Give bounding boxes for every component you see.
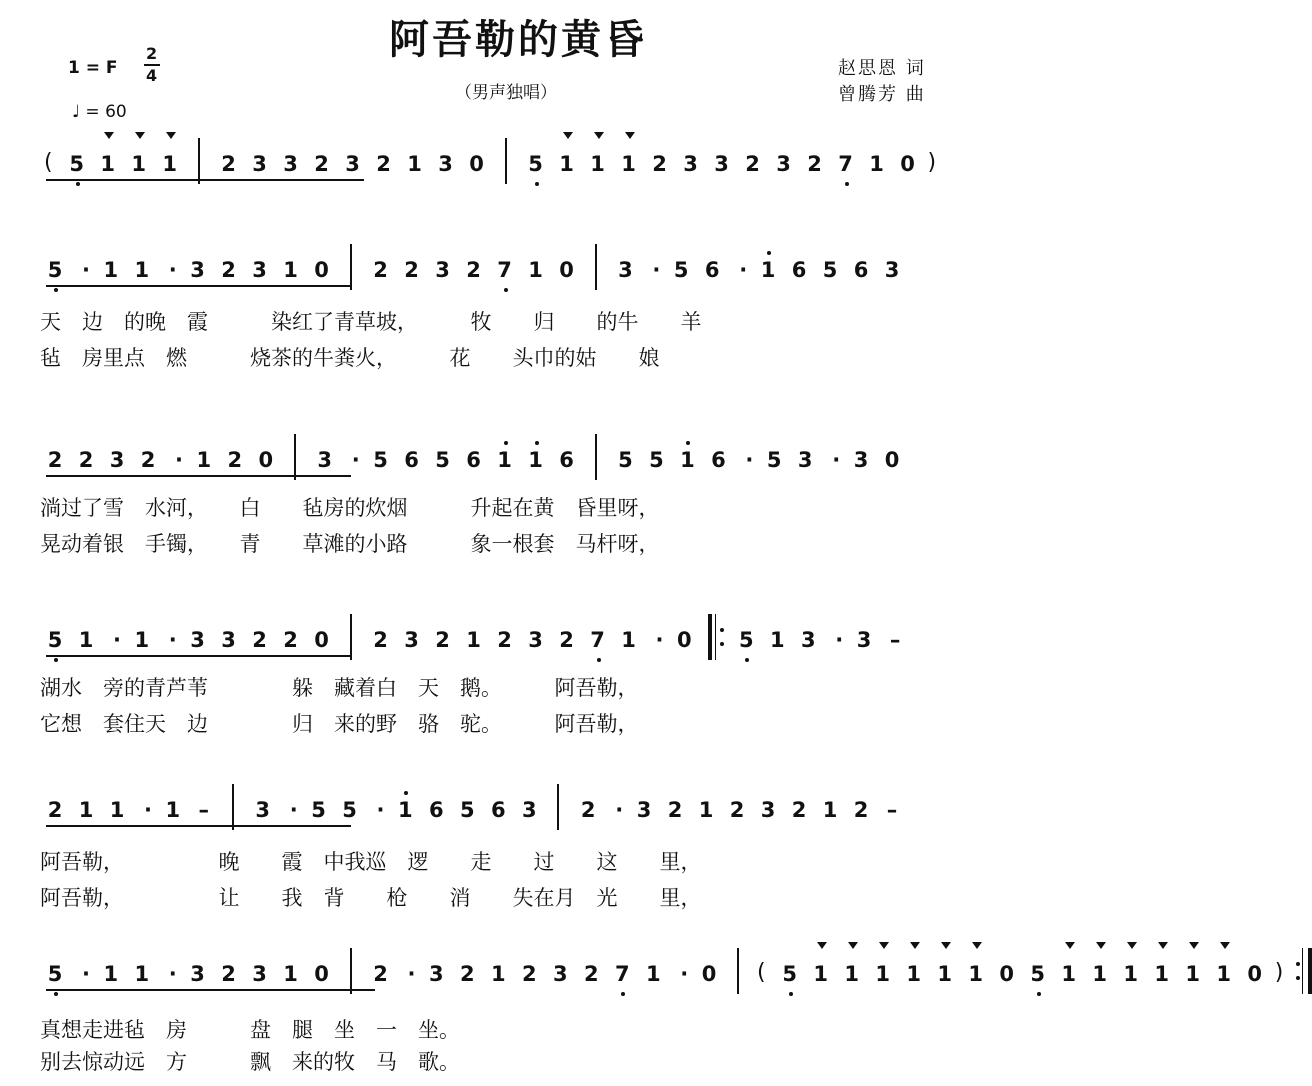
note: 5 (373, 448, 388, 472)
note: 5 (766, 448, 782, 472)
score-row-4 (40, 628, 1010, 668)
note: 1 (134, 258, 150, 282)
note: 1 (78, 628, 94, 652)
note: 3 (317, 448, 332, 472)
note: · (289, 798, 298, 822)
composer-credit: 曾腾芳 曲 (838, 84, 926, 105)
note: 5 (779, 962, 801, 986)
note: · (168, 962, 177, 986)
lower-octave-dot (745, 658, 749, 662)
beam-underline (46, 285, 351, 287)
note: 3 (438, 152, 453, 176)
note: 3 (853, 448, 869, 472)
note: · (680, 962, 689, 986)
note: 1 (128, 152, 150, 176)
note: 2 (459, 962, 475, 986)
note: 1 (965, 962, 987, 986)
repeat-part (715, 614, 716, 660)
lower-octave-dot (504, 288, 508, 292)
note: 0 (314, 962, 329, 986)
note: 6 (853, 258, 869, 282)
barline (294, 434, 296, 480)
note: · (652, 258, 661, 282)
accent-mark (1220, 942, 1230, 949)
note: · (175, 448, 183, 472)
note: 3 (856, 628, 872, 652)
note: 2 (221, 962, 236, 986)
note: 5 (342, 798, 357, 822)
note: 0 (701, 962, 717, 986)
note: 1 (134, 962, 150, 986)
upper-octave-dot (535, 441, 539, 445)
lower-octave-dot (76, 182, 80, 186)
note: 2 (521, 962, 537, 986)
note: 1 (869, 152, 884, 176)
upper-octave-dot (404, 791, 408, 795)
note: 2 (652, 152, 667, 176)
repeat-part (720, 642, 724, 646)
note: 1 (490, 962, 506, 986)
note: 3 (221, 628, 236, 652)
note: 5 (1027, 962, 1049, 986)
note: 1 (494, 448, 516, 472)
accent-mark (817, 942, 827, 949)
lyric-line: 天 边 的晚 霞 染红了青草坡， 牧 归 的牛 羊 (40, 310, 702, 334)
parenthesis: ) (927, 150, 937, 175)
note: 1 (757, 258, 779, 282)
accent-mark (1189, 942, 1199, 949)
note: – (886, 798, 898, 822)
note: 1 (1182, 962, 1204, 986)
note: 3 (252, 152, 267, 176)
note: 2 (221, 258, 236, 282)
note: 1 (97, 152, 119, 176)
note: 2 (583, 962, 599, 986)
note: 1 (621, 628, 636, 652)
note: 1 (934, 962, 956, 986)
barline (505, 138, 507, 184)
note: 0 (559, 258, 574, 282)
note: 5 (66, 152, 88, 176)
note: · (745, 448, 754, 472)
barline (557, 784, 559, 830)
lyricist-credit: 赵思恩 词 (838, 58, 926, 79)
note: 5 (735, 628, 757, 652)
note: 5 (822, 258, 838, 282)
note: · (835, 628, 844, 652)
lyric-line: 阿吾勒， 晚 霞 中我巡 逻 走 过 这 里， (40, 850, 702, 874)
note: 0 (999, 962, 1014, 986)
score-row-5 (40, 798, 1010, 838)
note: 1 (698, 798, 714, 822)
note: 1 (109, 798, 125, 822)
note: · (113, 628, 121, 652)
note: 6 (704, 258, 720, 282)
lower-octave-dot (54, 992, 58, 996)
note: 3 (428, 962, 444, 986)
note: 1 (165, 798, 181, 822)
accent-mark (563, 132, 573, 139)
note: 2 (745, 152, 760, 176)
accent-mark (941, 942, 951, 949)
note: 2 (373, 962, 388, 986)
note: · (615, 798, 624, 822)
note: 2 (807, 152, 822, 176)
note: – (889, 628, 901, 652)
note: 5 (311, 798, 326, 822)
note: 7 (611, 962, 633, 986)
note: 2 (283, 628, 298, 652)
barline (595, 244, 597, 290)
note: 1 (556, 152, 578, 176)
time-signature-bottom: 4 (146, 66, 158, 85)
note: 1 (769, 628, 785, 652)
note: 2 (559, 628, 574, 652)
note: 1 (587, 152, 609, 176)
lyric-line: 毡 房里点 燃 烧茶的牛粪火， 花 头巾的姑 娘 (40, 346, 660, 370)
accent-mark (1065, 942, 1075, 949)
note: 6 (404, 448, 419, 472)
note: 2 (314, 152, 329, 176)
note: 3 (636, 798, 652, 822)
note: 1 (618, 152, 640, 176)
repeat-part (708, 614, 712, 660)
note: 3 (683, 152, 698, 176)
note: 1 (810, 962, 832, 986)
lyric-line: 晃动着银 手镯， 青 草滩的小路 象一根套 马杆呀， (40, 532, 660, 556)
note: 3 (618, 258, 633, 282)
note: 2 (373, 628, 388, 652)
note: 6 (791, 258, 807, 282)
repeat-part (1296, 962, 1300, 966)
note: 5 (649, 448, 664, 472)
lower-octave-dot (789, 992, 793, 996)
accent-mark (625, 132, 635, 139)
note: 1 (103, 258, 119, 282)
note: 2 (221, 152, 236, 176)
note: 3 (283, 152, 298, 176)
note: 1 (645, 962, 661, 986)
note: 2 (791, 798, 807, 822)
note: 7 (835, 152, 857, 176)
tempo-marking: ♩ = 60 (72, 102, 127, 122)
note: 6 (428, 798, 444, 822)
note: 1 (78, 798, 94, 822)
note: 5 (44, 962, 66, 986)
barline (737, 948, 739, 994)
note: 0 (314, 258, 329, 282)
lyric-line: 湖水 旁的青芦苇 躲 藏着白 天 鹅。 阿吾勒， (40, 676, 639, 700)
note: – (198, 798, 210, 822)
note: 5 (44, 628, 66, 652)
note: · (407, 962, 416, 986)
repeat-part (1308, 948, 1312, 994)
lower-octave-dot (1037, 992, 1041, 996)
note: 2 (729, 798, 745, 822)
note: 1 (872, 962, 894, 986)
note: 0 (469, 152, 484, 176)
note: 7 (587, 628, 609, 652)
parenthesis: ) (1274, 960, 1284, 985)
note: 2 (497, 628, 512, 652)
upper-octave-dot (504, 441, 508, 445)
lower-octave-dot (845, 182, 849, 186)
note: 1 (466, 628, 481, 652)
barline (198, 138, 200, 184)
song-title: 阿吾勒的黄昏 (389, 17, 647, 63)
note: 2 (78, 448, 94, 472)
beam-underline (46, 475, 351, 477)
note: 3 (776, 152, 791, 176)
song-subtitle: （男声独唱） (455, 83, 557, 103)
lower-octave-dot (54, 658, 58, 662)
note: · (739, 258, 748, 282)
accent-mark (1096, 942, 1106, 949)
lower-octave-dot (621, 992, 625, 996)
repeat-part (720, 628, 724, 632)
barline (350, 244, 352, 290)
note: 1 (134, 628, 150, 652)
score-row-3 (40, 448, 1010, 488)
beam-underline (46, 825, 351, 827)
note: 0 (258, 448, 274, 472)
note: · (168, 258, 177, 282)
note: 3 (435, 258, 450, 282)
accent-mark (910, 942, 920, 949)
beam-underline (46, 989, 375, 991)
note: 5 (44, 258, 66, 282)
note: 2 (853, 798, 869, 822)
repeat-part (1302, 948, 1303, 994)
note: 3 (800, 628, 816, 652)
note: · (832, 448, 841, 472)
note: 6 (711, 448, 726, 472)
note: 1 (283, 962, 298, 986)
barline (350, 948, 352, 994)
lyric-line: 淌过了雪 水河， 白 毡房的炊烟 升起在黄 昏里呀， (40, 496, 660, 520)
repeat-part (1296, 976, 1300, 980)
note: 2 (252, 628, 267, 652)
note: 1 (1120, 962, 1142, 986)
note: 3 (528, 628, 543, 652)
accent-mark (594, 132, 604, 139)
note: · (82, 258, 90, 282)
note: 1 (159, 152, 181, 176)
barline (350, 614, 352, 660)
note: 2 (376, 152, 391, 176)
note: · (351, 448, 360, 472)
score-row-6 (40, 960, 1284, 1002)
note: 3 (760, 798, 776, 822)
note: 3 (521, 798, 537, 822)
note: 3 (190, 258, 205, 282)
lyric-line: 它想 套住天 边 归 来的野 骆 驼。 阿吾勒， (40, 712, 639, 736)
note: 1 (525, 448, 547, 472)
upper-octave-dot (767, 251, 771, 255)
note: 3 (255, 798, 270, 822)
note: · (376, 798, 385, 822)
key-signature: 1 = F (68, 58, 118, 78)
note: 0 (900, 152, 915, 176)
note: · (82, 962, 90, 986)
accent-mark (104, 132, 114, 139)
note: 1 (676, 448, 698, 472)
accent-mark (879, 942, 889, 949)
parenthesis: ( (44, 150, 53, 175)
note: 1 (283, 258, 298, 282)
accent-mark (166, 132, 176, 139)
note: 0 (884, 448, 900, 472)
note: 1 (407, 152, 422, 176)
note: · (168, 628, 177, 652)
note: 3 (404, 628, 419, 652)
note: 6 (490, 798, 506, 822)
lyric-line: 别去惊动远 方 飘 来的牧 马 歌。 (40, 1050, 460, 1074)
note: 2 (140, 448, 156, 472)
note: 2 (466, 258, 481, 282)
note: 3 (714, 152, 729, 176)
accent-mark (135, 132, 145, 139)
note: 6 (466, 448, 481, 472)
note: 3 (252, 258, 267, 282)
score-row-1 (40, 152, 1010, 192)
note: 0 (1247, 962, 1262, 986)
note: 3 (884, 258, 900, 282)
parenthesis: ( (757, 960, 766, 985)
note: · (144, 798, 152, 822)
note: 5 (618, 448, 633, 472)
barline (232, 784, 234, 830)
beam-underline (46, 655, 352, 657)
upper-octave-dot (686, 441, 690, 445)
note: 1 (196, 448, 212, 472)
note: 5 (673, 258, 689, 282)
note: 3 (797, 448, 813, 472)
barline (595, 434, 597, 480)
accent-mark (1127, 942, 1137, 949)
accent-mark (848, 942, 858, 949)
note: 1 (394, 798, 416, 822)
note: 3 (190, 962, 205, 986)
beam-underline (46, 179, 364, 181)
note: 3 (252, 962, 267, 986)
lower-octave-dot (535, 182, 539, 186)
accent-mark (972, 942, 982, 949)
note: 2 (227, 448, 243, 472)
time-signature-top: 2 (146, 44, 158, 63)
note: · (655, 628, 664, 652)
note: 1 (528, 258, 543, 282)
note: 1 (1151, 962, 1173, 986)
note: 2 (404, 258, 419, 282)
note: 3 (190, 628, 205, 652)
lyric-line: 阿吾勒， 让 我 背 枪 消 失在月 光 里， (40, 886, 702, 910)
note: 7 (494, 258, 516, 282)
note: 2 (373, 258, 388, 282)
note: 0 (676, 628, 692, 652)
note: 1 (1058, 962, 1080, 986)
note: 1 (1089, 962, 1111, 986)
note: 3 (109, 448, 125, 472)
note: 3 (552, 962, 568, 986)
note: 3 (345, 152, 360, 176)
note: 0 (314, 628, 329, 652)
note: 1 (841, 962, 863, 986)
note: 5 (435, 448, 450, 472)
note: 1 (1213, 962, 1235, 986)
note: 2 (47, 448, 63, 472)
lyric-line: 真想走进毡 房 盘 腿 坐 一 坐。 (40, 1018, 460, 1042)
note: 5 (525, 152, 547, 176)
note: 6 (559, 448, 574, 472)
note: 2 (47, 798, 63, 822)
note: 1 (822, 798, 838, 822)
note: 2 (435, 628, 450, 652)
accent-mark (1158, 942, 1168, 949)
note: 1 (903, 962, 925, 986)
note: 2 (667, 798, 683, 822)
lower-octave-dot (54, 288, 58, 292)
note: 5 (459, 798, 475, 822)
note: 2 (580, 798, 596, 822)
note: 1 (103, 962, 119, 986)
lower-octave-dot (597, 658, 601, 662)
score-row-2 (40, 258, 1010, 298)
